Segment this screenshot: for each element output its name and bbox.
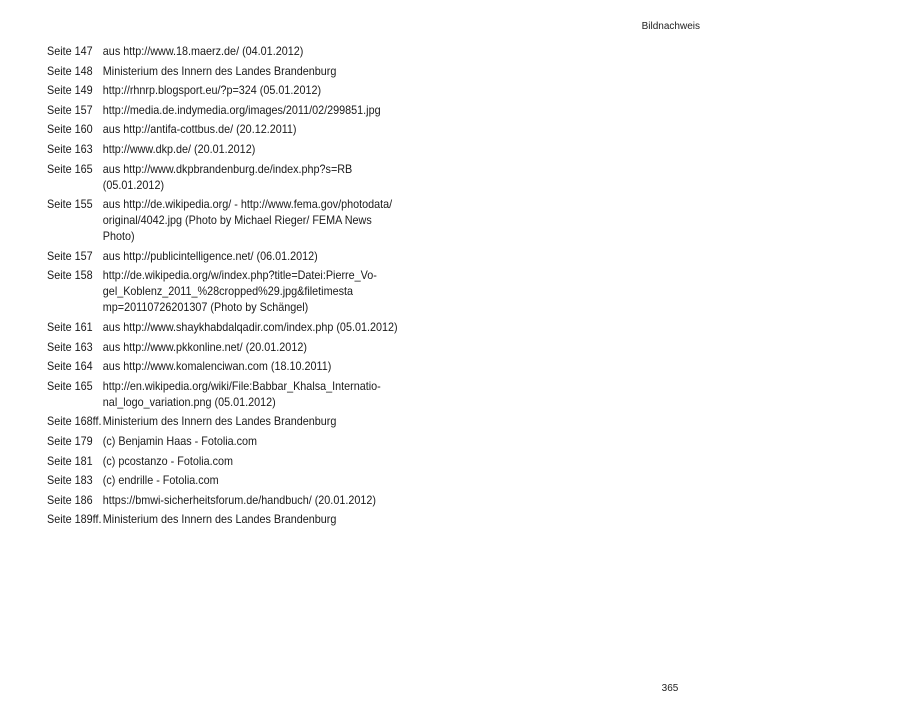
source-line: Photo) xyxy=(102,229,135,244)
page-reference: Seite 163 xyxy=(47,339,93,354)
page-reference: Seite 179 xyxy=(47,433,93,448)
image-source xyxy=(103,82,405,98)
page-reference: Seite 165 xyxy=(47,378,93,393)
image-source xyxy=(103,433,405,449)
image-source xyxy=(103,413,405,429)
page-reference: Seite 165 xyxy=(47,161,93,176)
image-source xyxy=(103,358,405,374)
source-line: https://bmwi-sicherheitsforum.de/handbuch/ (20.01.2012) xyxy=(102,492,376,507)
list-item xyxy=(47,267,425,315)
source-line: (c) endrille - Fotolia.com xyxy=(102,473,219,488)
source-line: (c) Benjamin Haas - Fotolia.com xyxy=(102,433,258,448)
source-line: http://www.dkp.de/ (20.01.2012) xyxy=(102,141,256,156)
source-line: aus http://de.wikipedia.org/ - http://www.fema.gov/photodata/ xyxy=(102,197,393,212)
list-item xyxy=(47,511,425,527)
source-line: http://de.wikipedia.org/w/index.php?title=Datei:Pierre_Vo- xyxy=(102,268,377,283)
page-reference: Seite 157 xyxy=(47,102,93,117)
list-item xyxy=(47,63,425,79)
page-reference: Seite 164 xyxy=(47,359,93,374)
source-line: (c) pcostanzo - Fotolia.com xyxy=(102,453,234,468)
image-source xyxy=(103,492,405,508)
image-source xyxy=(103,511,405,527)
list-item xyxy=(47,492,425,508)
source-line: aus http://www.dkpbrandenburg.de/index.php?s=RB xyxy=(102,161,353,176)
image-source xyxy=(103,102,405,118)
list-item xyxy=(47,248,425,264)
image-source xyxy=(103,319,405,335)
source-line: aus http://www.shaykhabdalqadir.com/index.php (05.01.2012) xyxy=(102,319,398,334)
image-source xyxy=(103,453,405,469)
source-line: aus http://antifa-cottbus.de/ (20.12.2011) xyxy=(102,122,297,137)
page-reference: Seite 183 xyxy=(47,473,93,488)
page-reference: Seite 147 xyxy=(47,44,93,58)
image-source xyxy=(103,472,405,488)
source-line: Ministerium des Innern des Landes Brandenburg xyxy=(102,414,337,429)
source-line: gel_Koblenz_2011_%28cropped%29.jpg&filetimesta xyxy=(102,284,353,299)
list-item xyxy=(47,378,425,410)
source-line: aus http://www.18.maerz.de/ (04.01.2012) xyxy=(102,44,304,58)
list-item xyxy=(47,453,425,469)
credits-list xyxy=(47,43,427,531)
list-item xyxy=(47,433,425,449)
source-line: aus http://publicintelligence.net/ (06.01.2012) xyxy=(102,248,318,263)
image-source xyxy=(103,339,405,355)
page-reference: Seite 161 xyxy=(47,319,93,334)
source-line: Ministerium des Innern des Landes Brandenburg xyxy=(102,63,337,78)
source-line: Ministerium des Innern des Landes Brandenburg xyxy=(102,512,337,527)
list-item xyxy=(47,413,425,429)
page-reference: Seite 181 xyxy=(47,453,93,468)
source-line: http://en.wikipedia.org/wiki/File:Babbar_Khalsa_Internatio- xyxy=(102,378,381,393)
page-reference: Seite 168ff. xyxy=(47,414,102,429)
page-reference: Seite 148 xyxy=(47,63,93,78)
source-line: aus http://www.pkkonline.net/ (20.01.2012) xyxy=(102,339,307,354)
page-reference: Seite 157 xyxy=(47,248,93,263)
source-line: aus http://www.komalenciwan.com (18.10.2011) xyxy=(102,359,332,374)
source-line: (05.01.2012) xyxy=(102,177,165,192)
list-item xyxy=(47,121,425,137)
source-line: http://rhnrp.blogsport.eu/?p=324 (05.01.2012) xyxy=(102,83,322,98)
image-source xyxy=(103,63,405,79)
list-item xyxy=(47,472,425,488)
image-source xyxy=(103,161,405,193)
page-reference: Seite 149 xyxy=(47,83,93,98)
list-item xyxy=(47,102,425,118)
list-item xyxy=(47,43,425,59)
page-number: 365 xyxy=(661,683,679,694)
list-item xyxy=(47,196,425,244)
source-line: http://media.de.indymedia.org/images/2011/02/299851.jpg xyxy=(102,102,381,117)
list-item xyxy=(47,161,425,193)
list-item xyxy=(47,339,425,355)
page-reference: Seite 189ff. xyxy=(47,512,102,527)
source-line: mp=20110726201307 (Photo by Schängel) xyxy=(102,300,309,315)
page-reference: Seite 186 xyxy=(47,492,93,507)
image-source xyxy=(103,43,405,59)
image-source xyxy=(103,141,405,157)
list-item xyxy=(47,82,425,98)
page-reference: Seite 158 xyxy=(47,268,93,283)
image-source xyxy=(103,378,405,410)
page-reference: Seite 155 xyxy=(47,197,93,212)
page-reference: Seite 163 xyxy=(47,141,93,156)
page-reference: Seite 160 xyxy=(47,122,93,137)
image-source xyxy=(103,121,405,137)
source-line: original/4042.jpg (Photo by Michael Rieger/ FEMA News xyxy=(102,213,372,228)
list-item xyxy=(47,141,425,157)
image-source xyxy=(103,248,405,264)
list-item xyxy=(47,319,425,335)
list-item xyxy=(47,358,425,374)
source-line: nal_logo_variation.png (05.01.2012) xyxy=(102,394,276,409)
image-source xyxy=(103,267,405,315)
running-header: Bildnachweis xyxy=(641,21,700,32)
image-source xyxy=(103,196,405,244)
